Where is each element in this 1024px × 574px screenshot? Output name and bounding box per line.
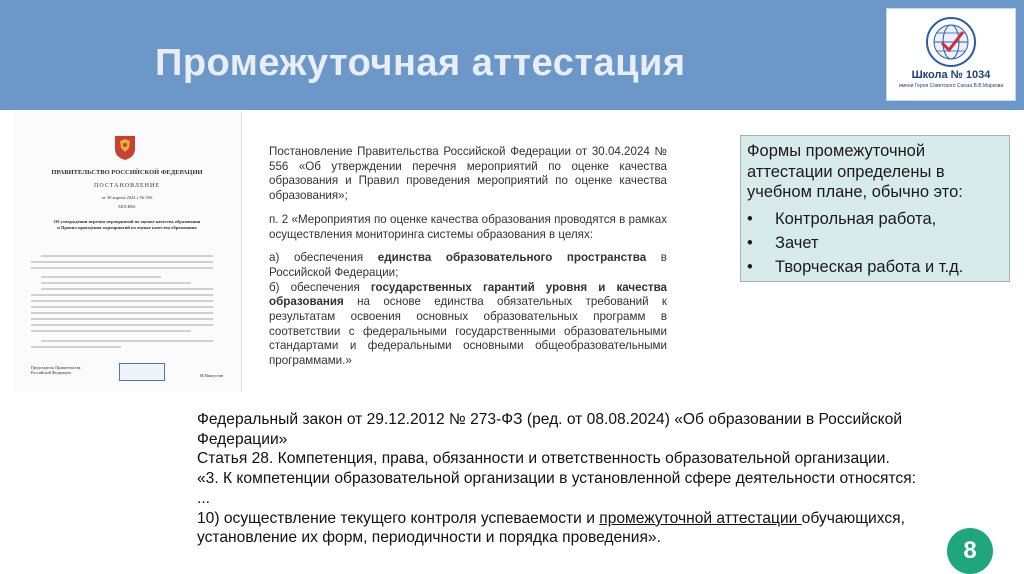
- law-item-10: 10) осуществление текущего контроля успеваемости и промежуточной аттестации обучающихся, установление их форм, периодичности и порядка проведения».: [197, 509, 905, 547]
- thumb-city: МОСКВА: [118, 204, 136, 209]
- page-number: 8: [963, 537, 977, 564]
- thumb-text-line: [31, 330, 191, 332]
- thumb-text-line: [31, 267, 213, 269]
- law-citation: [197, 410, 992, 548]
- list-item: • Зачет: [747, 231, 1005, 255]
- page-number-badge: [947, 528, 993, 574]
- forms-intro: Формы промежуточной аттестации определены в учебном плане, обычно это:: [747, 142, 963, 201]
- logo-subtitle: имени Героя Советского Союза В.В.Маркова: [898, 83, 1004, 89]
- slide-title: Промежуточная аттестация: [155, 42, 686, 84]
- thumb-qr-stamp: [119, 363, 165, 381]
- thumb-text-line: [31, 294, 213, 296]
- decree-item-a: а) обеспечения единства образовательного пространства в Российской Федерации;: [269, 251, 667, 279]
- law-clause: «3. К компетенции образовательной организации в установленной сфере деятельности относятся:: [197, 470, 917, 488]
- thumb-signer-title: Председатель Правительства Российской Федерации: [31, 365, 81, 375]
- forms-list: [747, 207, 1005, 279]
- globe-check-icon: [923, 15, 979, 69]
- decree-thumbnail: [13, 111, 242, 392]
- thumb-text-line: [31, 324, 213, 326]
- decree-panel: [13, 111, 673, 392]
- decree-paragraph-1: Постановление Правительства Российской Федерации от 30.04.2024 № 556 «Об утверждении перечня мероприятий по оценке качества образования и Правил проведения мероприятий по оценке качества образования»;: [269, 145, 667, 203]
- coat-of-arms-icon: [111, 133, 139, 161]
- thumb-gov: ПРАВИТЕЛЬСТВО РОССИЙСКОЙ ФЕДЕРАЦИИ: [51, 169, 203, 176]
- thumb-signer: М.Мишустин: [199, 373, 223, 378]
- thumb-text-line: [31, 346, 121, 348]
- bullet: •: [747, 258, 753, 276]
- law-title: Федеральный закон от 29.12.2012 № 273-ФЗ (ред. от 08.08.2024) «Об образовании в Российской Федерации»: [197, 411, 903, 448]
- thumb-text-line: [41, 282, 191, 284]
- thumb-text-line: [31, 306, 213, 308]
- list-item: • Творческая работа и т.д.: [747, 255, 1005, 279]
- bullet: •: [747, 234, 753, 252]
- thumb-heading: Об утверждении перечня мероприятий по оценке качества образования и Правил проведения мероприятий по оценке качества образования: [53, 219, 201, 230]
- law-article: Статья 28. Компетенция, права, обязанности и ответственность образовательной организации.: [197, 450, 890, 468]
- thumb-text-line: [31, 318, 213, 320]
- logo-name: Школа № 1034: [911, 69, 991, 81]
- thumb-text-line: [31, 312, 213, 314]
- thumb-text-line: [31, 261, 213, 263]
- thumb-date: от 30 апреля 2024 г. № 556: [101, 195, 153, 200]
- list-item: • Контрольная работа,: [747, 207, 1005, 231]
- thumb-text-line: [41, 255, 213, 257]
- thumb-doc-type: ПОСТАНОВЛЕНИЕ: [94, 183, 160, 189]
- thumb-text-line: [41, 340, 213, 342]
- law-ellipsis: ...: [197, 489, 210, 507]
- bullet: •: [747, 210, 753, 228]
- school-logo: [886, 8, 1016, 101]
- decree-paragraph-2: п. 2 «Мероприятия по оценке качества образования проводятся в рамках осуществления мониторинга системы образования в целях:: [269, 212, 667, 241]
- thumb-text-line: [41, 276, 161, 278]
- decree-text: [269, 145, 667, 369]
- assessment-forms-box: [740, 135, 1010, 282]
- thumb-text-line: [41, 288, 213, 290]
- thumb-text-line: [31, 300, 213, 302]
- decree-item-b: б) обеспечения государственных гарантий уровня и качества образования на основе единства обязательных требований к результатам освоения основных образовательных программ в соответствии с федеральными государственными образовательными стандартами и федеральными основными общеобразовательными программами.»: [269, 280, 667, 368]
